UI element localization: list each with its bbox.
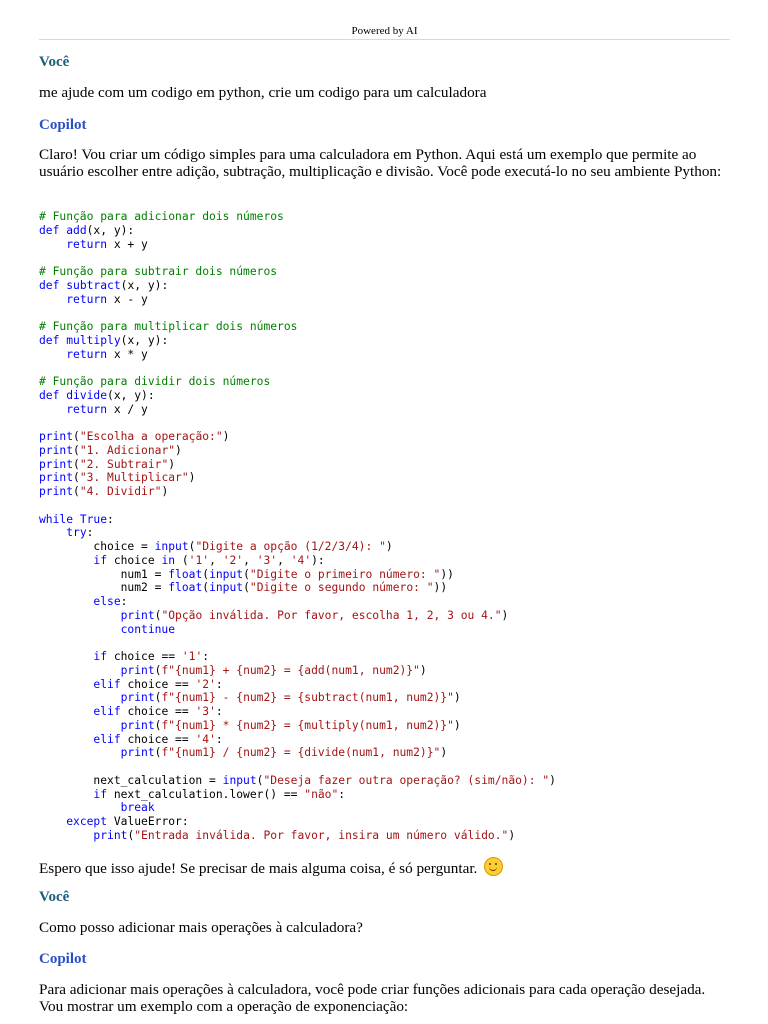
code-line — [39, 746, 447, 759]
code-keyword: input — [209, 581, 244, 595]
code-text: : — [202, 650, 210, 663]
code-text — [39, 664, 121, 677]
code-line — [39, 430, 229, 443]
user-message: me ajude com um codigo em python, crie um codigo para um calculadora — [39, 84, 487, 101]
code-string: "Entrada inválida. Por favor, insira um número válido." — [134, 828, 509, 842]
code-text: ( — [73, 471, 80, 485]
code-text: x * y — [107, 347, 148, 361]
code-text: num1 = — [39, 567, 169, 581]
code-string: "4. Dividir" — [79, 485, 162, 498]
code-string: "Digite o primeiro número: " — [249, 567, 441, 581]
code-text — [39, 829, 93, 842]
code-text: choice == — [120, 705, 196, 718]
code-line — [39, 664, 427, 677]
code-keyword: print — [120, 718, 155, 732]
code-line — [39, 774, 556, 787]
code-line — [39, 210, 284, 223]
code-text: choice == — [120, 732, 196, 746]
code-line — [39, 320, 297, 333]
code-text: ValueError: — [107, 815, 189, 828]
code-text: num2 = — [39, 581, 169, 595]
code-text: ) — [419, 663, 427, 677]
code-text: : — [215, 705, 223, 718]
code-text: ) — [440, 746, 448, 760]
code-keyword: input — [222, 773, 257, 787]
code-text — [39, 678, 93, 691]
code-keyword: True — [79, 512, 108, 526]
code-keyword: return — [66, 292, 108, 306]
code-keyword: add — [66, 223, 87, 237]
code-text: ): — [311, 553, 325, 567]
code-keyword: multiply — [66, 333, 121, 347]
code-line — [39, 458, 175, 471]
code-text: ( — [243, 581, 250, 595]
code-text: ) — [453, 691, 461, 705]
code-string: f"{num1} * {num2} = {multiply(num1, num2)}" — [161, 718, 454, 732]
code-string: '1' — [188, 553, 210, 567]
code-line — [39, 568, 454, 581]
code-string: "Digite a opção (1/2/3/4): " — [195, 540, 386, 553]
code-line — [39, 375, 270, 388]
code-keyword: except — [66, 815, 108, 828]
code-keyword: input — [209, 567, 244, 581]
code-text: x + y — [107, 237, 148, 251]
code-text: ( — [154, 691, 162, 705]
code-line — [39, 609, 508, 622]
code-string: "Opção inválida. Por favor, escolha 1, 2, 3 ou 4." — [161, 608, 502, 622]
python-code-block — [39, 210, 556, 843]
code-text: ( — [175, 553, 189, 567]
code-string: f"{num1} - {num2} = {subtract(num1, num2)}" — [161, 691, 454, 705]
code-text — [39, 293, 66, 306]
code-line — [39, 526, 93, 539]
code-text: ) — [508, 828, 516, 842]
copilot-outro — [39, 857, 729, 878]
code-line — [39, 801, 155, 814]
code-text: ) — [188, 471, 196, 485]
code-keyword: print — [39, 443, 74, 457]
code-line — [39, 595, 127, 608]
speaker-copilot: Copilot — [39, 117, 87, 133]
code-string: '3' — [256, 553, 278, 567]
code-line — [39, 815, 189, 828]
code-text: ( — [154, 746, 162, 760]
code-string: '1' — [181, 650, 203, 663]
code-line — [39, 403, 148, 416]
code-text: (x, y): — [120, 278, 169, 292]
code-text: (x, y): — [107, 388, 155, 402]
code-line — [39, 389, 155, 402]
speaker-user: Você — [39, 54, 70, 70]
code-line — [39, 678, 223, 691]
code-text: ) — [385, 540, 393, 553]
powered-by-header — [39, 24, 730, 40]
code-text — [39, 705, 93, 718]
code-keyword: return — [66, 402, 108, 416]
code-text: ) — [453, 718, 461, 732]
code-text — [39, 238, 66, 251]
code-text: : — [338, 787, 346, 801]
code-line — [39, 705, 223, 718]
code-keyword: return — [66, 237, 108, 251]
code-string: "1. Adicionar" — [79, 443, 176, 457]
code-text: : — [86, 526, 94, 540]
code-line — [39, 348, 148, 361]
code-line — [39, 238, 148, 251]
code-string: "2. Subtrair" — [79, 457, 169, 471]
code-string: '2' — [195, 677, 216, 691]
code-text — [39, 719, 121, 732]
code-string: '4' — [290, 553, 312, 567]
code-text: ( — [188, 540, 196, 553]
code-keyword: if — [93, 553, 108, 567]
code-keyword: float — [168, 581, 203, 595]
smiling-face-icon — [484, 857, 503, 876]
code-text: choice — [107, 553, 162, 567]
code-line — [39, 513, 114, 526]
code-keyword: float — [168, 567, 203, 581]
code-text: choice == — [107, 650, 182, 663]
code-comment: # Função para subtrair dois números — [39, 265, 278, 278]
code-text: ) — [222, 430, 230, 443]
code-keyword: elif — [93, 677, 121, 691]
speaker-copilot: Copilot — [39, 951, 87, 967]
code-text: ( — [73, 443, 80, 457]
user-message: Como posso adicionar mais operações à calculadora? — [39, 919, 363, 936]
code-text: , — [277, 553, 291, 567]
code-keyword: print — [39, 430, 74, 443]
code-keyword: print — [39, 485, 74, 498]
code-keyword: print — [39, 471, 74, 485]
code-text: , — [209, 553, 223, 567]
code-keyword: divide — [66, 388, 108, 402]
code-keyword: print — [120, 691, 155, 705]
copilot-outro-text: Espero que isso ajude! Se precisar de mais alguma coisa, é só perguntar. — [39, 860, 478, 877]
code-text: : — [215, 677, 223, 691]
code-keyword: elif — [93, 705, 121, 718]
code-keyword: if — [93, 650, 108, 663]
code-text: ( — [154, 718, 162, 732]
code-text — [39, 554, 93, 567]
code-text: ( — [154, 663, 162, 677]
code-text: ( — [256, 773, 264, 787]
code-string: f"{num1} / {num2} = {divide(num1, num2)}" — [161, 746, 441, 760]
code-keyword: continue — [120, 622, 176, 636]
code-keyword: if — [93, 787, 108, 801]
code-text: ) — [501, 608, 509, 622]
code-line — [39, 540, 393, 553]
code-text: next_calculation.lower() == — [107, 787, 305, 801]
code-comment: # Função para multiplicar dois números — [39, 320, 298, 333]
code-text — [39, 788, 93, 801]
code-string: '3' — [195, 705, 216, 718]
code-text — [39, 746, 121, 759]
code-line — [39, 788, 345, 801]
code-keyword: print — [93, 828, 128, 842]
code-keyword: def — [39, 388, 67, 402]
copilot-message: Para adicionar mais operações à calculadora, você pode criar funções adicionais para cada operação desejada. Vou mostrar um exemplo com a operação de exponenciação: — [39, 981, 706, 1015]
code-text: : — [120, 595, 128, 608]
code-text: )) — [440, 567, 454, 581]
code-string: "Deseja fazer outra operação? (sim/não): " — [263, 773, 550, 787]
code-keyword: def — [39, 278, 67, 292]
code-text: ) — [549, 773, 556, 787]
code-string: "3. Multiplicar" — [79, 471, 189, 485]
code-text: (x, y): — [120, 333, 169, 347]
code-line — [39, 279, 168, 292]
code-line — [39, 650, 209, 663]
code-text: ( — [73, 457, 80, 471]
code-keyword: while — [39, 512, 80, 526]
code-text — [39, 348, 66, 361]
code-text: ( — [202, 567, 210, 581]
code-text: ) — [168, 457, 176, 471]
code-string: "Escolha a operação:" — [79, 430, 223, 443]
code-line — [39, 554, 325, 567]
code-text — [39, 623, 121, 636]
code-keyword: input — [154, 540, 189, 553]
code-line — [39, 224, 134, 237]
code-text — [39, 815, 66, 828]
code-text: : — [107, 512, 114, 526]
code-text: ( — [243, 567, 250, 581]
code-line — [39, 623, 175, 636]
code-comment: # Função para dividir dois números — [39, 375, 271, 388]
code-text: x / y — [107, 402, 148, 416]
code-text — [39, 526, 66, 539]
code-text — [39, 650, 93, 663]
code-keyword: def — [39, 223, 67, 237]
code-keyword: subtract — [66, 278, 121, 292]
code-line — [39, 691, 461, 704]
code-text: : — [215, 732, 223, 746]
code-line — [39, 581, 447, 594]
code-keyword: try — [66, 526, 87, 540]
code-text: ) — [175, 443, 182, 457]
speaker-user: Você — [39, 889, 70, 905]
code-keyword: elif — [93, 732, 121, 746]
code-string: '4' — [195, 732, 216, 746]
code-line — [39, 293, 148, 306]
code-text — [39, 733, 93, 746]
code-text: ( — [127, 828, 135, 842]
code-keyword: print — [39, 457, 74, 471]
code-text: ( — [73, 430, 80, 443]
code-text — [39, 801, 121, 814]
code-text — [39, 609, 121, 622]
code-text: )) — [433, 581, 448, 595]
code-line — [39, 265, 277, 278]
code-text — [39, 403, 66, 416]
code-text: x - y — [107, 292, 148, 306]
code-text: choice = — [39, 540, 155, 553]
code-text: ( — [202, 581, 210, 595]
code-string: '2' — [222, 553, 244, 567]
code-comment: # Função para adicionar dois números — [39, 210, 284, 223]
code-keyword: else — [93, 595, 121, 608]
code-keyword: in — [161, 553, 176, 567]
code-keyword: print — [120, 608, 155, 622]
code-keyword: def — [39, 333, 67, 347]
powered-by-label: Powered by AI — [351, 25, 418, 37]
code-string: "Digite o segundo número: " — [249, 581, 434, 595]
code-text: ( — [154, 608, 162, 622]
code-text — [39, 595, 93, 608]
code-text: ( — [73, 485, 80, 498]
code-keyword: print — [120, 663, 155, 677]
code-text: , — [243, 553, 257, 567]
code-line — [39, 444, 182, 457]
code-string: "não" — [304, 787, 339, 801]
code-text — [39, 691, 121, 704]
code-text: choice == — [120, 677, 196, 691]
code-line — [39, 733, 223, 746]
code-keyword: print — [120, 746, 155, 760]
code-text: next_calculation = — [39, 773, 223, 787]
code-line — [39, 829, 515, 842]
code-text: (x, y): — [86, 223, 135, 237]
code-keyword: break — [120, 801, 155, 815]
code-line — [39, 334, 168, 347]
code-line — [39, 719, 461, 732]
code-line — [39, 471, 195, 484]
copilot-message: Claro! Vou criar um código simples para uma calculadora em Python. Aqui está um exemplo que permite ao usuário escolher entre adição, subtração, multiplicação e divisão. Você pode executá-lo no seu ambiente Python: — [39, 146, 722, 180]
code-keyword: return — [66, 347, 108, 361]
code-text: ) — [161, 485, 169, 498]
code-string: f"{num1} + {num2} = {add(num1, num2)}" — [161, 663, 420, 677]
code-line — [39, 485, 168, 498]
